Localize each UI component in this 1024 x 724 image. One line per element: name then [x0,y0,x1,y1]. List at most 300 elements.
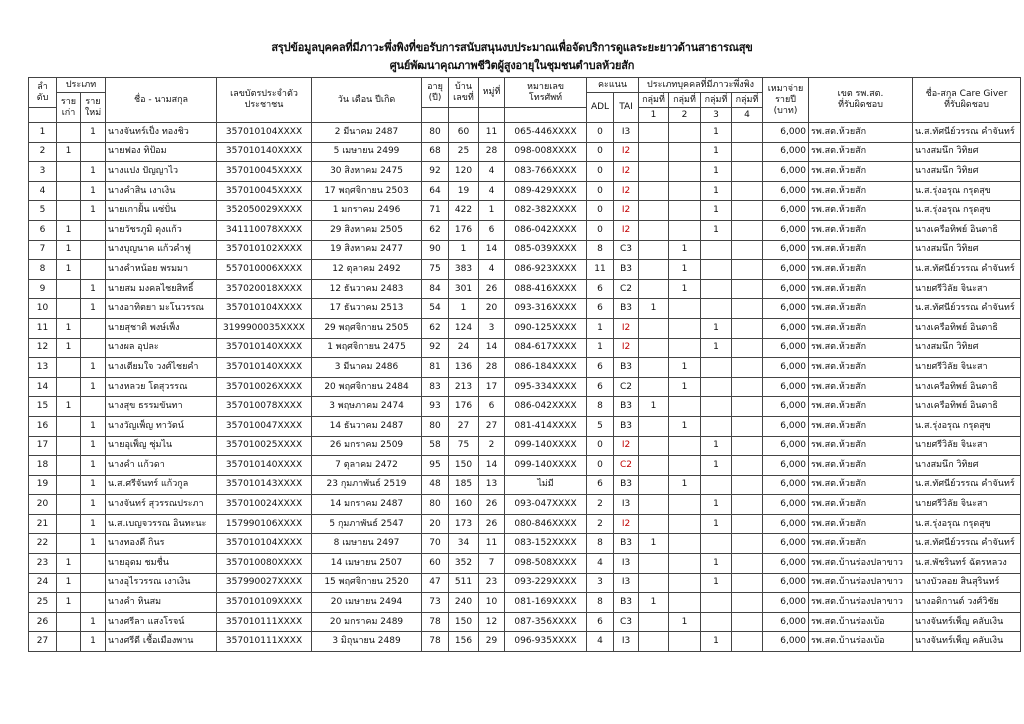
cell-tai: I2 [614,181,639,201]
cell-phone: 093-229XXXX [505,573,587,593]
table-row [29,142,1021,162]
cell-group-1 [639,632,669,652]
cell-group-1 [639,377,669,397]
cell-phone: 099-140XXXX [505,436,587,456]
cell-tai: B3 [614,260,639,280]
cell-age: 48 [422,475,449,495]
cell-tai: I2 [614,201,639,221]
cell-moo: 12 [479,612,505,632]
table-row [29,220,1021,240]
cell-idcard: 357010047XXXX [217,416,312,436]
cell-group-1 [639,260,669,280]
cell-no: 26 [29,612,57,632]
cell-tai: B3 [614,299,639,319]
cell-group-4 [732,299,763,319]
cell-moo: 28 [479,142,505,162]
cell-type-old [57,377,81,397]
cell-caregiver: นางเครือทิพย์ อินตาธิ [913,397,1021,417]
cell-type-old [57,279,81,299]
header-zone [809,78,913,123]
header-caregiver-line1: ชื่อ-สกุล Care Giver [925,89,1008,99]
cell-age: 62 [422,318,449,338]
cell-age: 75 [422,260,449,280]
cell-type-new [81,318,106,338]
cell-group-4 [732,318,763,338]
cell-caregiver: นางสมนึก วิทิยศ [913,240,1021,260]
cell-zone: รพ.สต.ห้วยสัก [809,318,913,338]
cell-house: 60 [449,123,479,143]
header-house-spacer [449,108,479,123]
cell-phone: 093-047XXXX [505,495,587,515]
cell-type-new: 1 [81,181,106,201]
cell-group-2 [669,573,701,593]
cell-phone: 086-184XXXX [505,358,587,378]
cell-age: 60 [422,554,449,574]
cell-group-2: 1 [669,416,701,436]
cell-tai: I2 [614,436,639,456]
cell-idcard: 357010111XXXX [217,632,312,652]
cell-tai: I3 [614,573,639,593]
cell-dob: 15 พฤศจิกายน 2520 [312,573,422,593]
cell-type-old [57,436,81,456]
table-row [29,181,1021,201]
cell-phone: 098-008XXXX [505,142,587,162]
cell-idcard: 357010109XXXX [217,593,312,613]
cell-tai: B3 [614,593,639,613]
cell-type-old: 1 [57,397,81,417]
cell-moo: 14 [479,338,505,358]
cell-group-4 [732,377,763,397]
cell-house: 213 [449,377,479,397]
cell-rate: 6,000 [763,573,809,593]
header-idcard-line2: ประชาชน [244,100,284,110]
cell-adl: 6 [587,377,614,397]
cell-moo: 10 [479,593,505,613]
cell-no: 9 [29,279,57,299]
cell-name: นายสุชาติ พงษ์เพ็ง [106,318,217,338]
cell-adl: 8 [587,534,614,554]
cell-no: 27 [29,632,57,652]
cell-moo: 4 [479,181,505,201]
cell-caregiver: นางสมนึก วิทิยศ [913,142,1021,162]
header-phone-line2: โทรศัพท์ [528,92,563,103]
cell-house: 422 [449,201,479,221]
cell-type-new [81,573,106,593]
header-phone-spacer [505,108,587,123]
cell-type-old: 1 [57,142,81,162]
header-dob: วัน เดือน ปีเกิด [312,78,422,123]
cell-group-2 [669,554,701,574]
cell-rate: 6,000 [763,220,809,240]
cell-group-1 [639,456,669,476]
cell-adl: 8 [587,240,614,260]
cell-dob: 12 ธันวาคม 2483 [312,279,422,299]
cell-age: 73 [422,593,449,613]
dependents-table [28,77,1021,652]
cell-tai: I2 [614,514,639,534]
cell-adl: 6 [587,279,614,299]
cell-type-new [81,554,106,574]
cell-house: 301 [449,279,479,299]
cell-group-2 [669,495,701,515]
table-row [29,456,1021,476]
cell-rate: 6,000 [763,338,809,358]
cell-house: 136 [449,358,479,378]
cell-age: 62 [422,220,449,240]
cell-house: 1 [449,240,479,260]
cell-house: 185 [449,475,479,495]
cell-dob: 20 มกราคม 2489 [312,612,422,632]
header-rate [763,78,809,123]
cell-group-4 [732,456,763,476]
header-age [422,78,449,108]
cell-idcard: 357010045XXXX [217,162,312,182]
header-group-3: 3 [701,108,732,123]
header-tai: TAI [614,93,639,123]
cell-zone: รพ.สต.ห้วยสัก [809,377,913,397]
cell-phone: 093-316XXXX [505,299,587,319]
table-row [29,201,1021,221]
cell-group-3: 1 [701,142,732,162]
cell-zone: รพ.สต.ห้วยสัก [809,220,913,240]
cell-phone: 087-356XXXX [505,612,587,632]
cell-caregiver: นายศรีวิลัย จินะสา [913,436,1021,456]
cell-group-1 [639,436,669,456]
cell-name: นางจันทร์เป็ง ทองชิว [106,123,217,143]
cell-adl: 1 [587,338,614,358]
cell-group-4 [732,162,763,182]
cell-name: นางคำ หินสม [106,593,217,613]
cell-moo: 28 [479,358,505,378]
cell-group-3: 1 [701,220,732,240]
cell-zone: รพ.สต.ห้วยสัก [809,436,913,456]
cell-phone: 081-169XXXX [505,593,587,613]
cell-zone: รพ.สต.บ้านร่องปลาขาว [809,573,913,593]
cell-zone: รพ.สต.ห้วยสัก [809,201,913,221]
cell-name: น.ส.เบญจวรรณ อินทะนะ [106,514,217,534]
cell-no: 20 [29,495,57,515]
cell-type-new: 1 [81,475,106,495]
table-row [29,377,1021,397]
header-type-new-line2: ใหม่ [84,107,102,118]
cell-tai: I3 [614,632,639,652]
cell-idcard: 357010045XXXX [217,181,312,201]
cell-group-1 [639,338,669,358]
cell-type-old [57,358,81,378]
cell-moo: 11 [479,534,505,554]
cell-adl: 0 [587,456,614,476]
cell-group-3: 1 [701,436,732,456]
cell-type-new: 1 [81,514,106,534]
cell-group-4 [732,554,763,574]
cell-idcard: 357010024XXXX [217,495,312,515]
cell-no: 11 [29,318,57,338]
cell-group-2 [669,220,701,240]
header-group-4-label: กลุ่มที่ [732,93,763,108]
cell-rate: 6,000 [763,377,809,397]
cell-idcard: 357010111XXXX [217,612,312,632]
cell-adl: 0 [587,201,614,221]
cell-rate: 6,000 [763,397,809,417]
cell-caregiver: นายศรีวิลัย จินะสา [913,358,1021,378]
cell-idcard: 557010006XXXX [217,260,312,280]
header-age-spacer [422,108,449,123]
cell-caregiver: นางอดิกานต์ วงศ์วิชัย [913,593,1021,613]
cell-phone: 085-039XXXX [505,240,587,260]
cell-tai: B3 [614,416,639,436]
header-group-1: 1 [639,108,669,123]
cell-group-1 [639,220,669,240]
cell-group-2 [669,201,701,221]
cell-name: นางคำสิน เงาเงิน [106,181,217,201]
cell-phone: 081-414XXXX [505,416,587,436]
cell-name: นางศรีลา แสงโรจน์ [106,612,217,632]
cell-house: 240 [449,593,479,613]
cell-group-4 [732,260,763,280]
cell-age: 70 [422,534,449,554]
cell-rate: 6,000 [763,456,809,476]
cell-no: 25 [29,593,57,613]
cell-no: 8 [29,260,57,280]
cell-group-1 [639,123,669,143]
cell-name: นางแปง ปัญญาไว [106,162,217,182]
cell-caregiver: น.ส.รุ่งอรุณ กรุดสุข [913,514,1021,534]
cell-type-old [57,534,81,554]
cell-no: 5 [29,201,57,221]
cell-group-1 [639,554,669,574]
header-rate-line2: รายปี [775,94,796,105]
cell-name: นางวัญเพ็ญ ทาวัตน์ [106,416,217,436]
cell-age: 90 [422,240,449,260]
cell-caregiver: นางสมนึก วิทิยศ [913,456,1021,476]
header-moo: หมู่ที่ [479,78,505,108]
cell-tai: I3 [614,554,639,574]
cell-zone: รพ.สต.ห้วยสัก [809,142,913,162]
cell-group-2: 1 [669,475,701,495]
cell-moo: 3 [479,318,505,338]
cell-no: 4 [29,181,57,201]
cell-caregiver: น.ส.ทัศนีย์วรรณ คำจันทร์ [913,123,1021,143]
cell-age: 58 [422,436,449,456]
header-house-line1: บ้าน [455,81,472,92]
cell-idcard: 357020018XXXX [217,279,312,299]
cell-tai: B3 [614,358,639,378]
cell-no: 10 [29,299,57,319]
cell-house: 19 [449,181,479,201]
cell-type-old [57,181,81,201]
cell-no: 12 [29,338,57,358]
cell-group-4 [732,279,763,299]
cell-phone: 098-508XXXX [505,554,587,574]
cell-idcard: 157990106XXXX [217,514,312,534]
cell-group-2: 1 [669,279,701,299]
cell-zone: รพ.สต.บ้านร่องเบ้อ [809,632,913,652]
cell-moo: 17 [479,377,505,397]
cell-group-2: 1 [669,260,701,280]
cell-zone: รพ.สต.ห้วยสัก [809,299,913,319]
cell-group-3: 1 [701,514,732,534]
cell-group-4 [732,397,763,417]
document-title: สรุปข้อมูลบุคคลที่มีภาวะพึ่งพิงที่ขอรับการสนับสนุนงบประมาณเพื่อจัดบริการดูแลระยะยาวด้านสาธารณสุข [271,41,753,54]
cell-rate: 6,000 [763,495,809,515]
cell-caregiver: นายศรีวิลัย จินะสา [913,279,1021,299]
cell-tai: C3 [614,612,639,632]
cell-group-3 [701,416,732,436]
cell-phone: 099-140XXXX [505,456,587,476]
cell-rate: 6,000 [763,358,809,378]
cell-group-4 [732,436,763,456]
cell-caregiver: น.ส.ทัศนีย์วรรณ คำจันทร์ [913,299,1021,319]
cell-adl: 0 [587,142,614,162]
cell-idcard: 341110078XXXX [217,220,312,240]
cell-idcard: 357010143XXXX [217,475,312,495]
cell-zone: รพ.สต.ห้วยสัก [809,514,913,534]
cell-adl: 0 [587,181,614,201]
cell-tai: I2 [614,220,639,240]
cell-house: 124 [449,318,479,338]
cell-tai: I2 [614,162,639,182]
cell-age: 78 [422,612,449,632]
table-header [29,78,1021,123]
cell-group-3 [701,358,732,378]
table-row [29,436,1021,456]
cell-no: 23 [29,554,57,574]
cell-group-4 [732,416,763,436]
cell-group-3 [701,240,732,260]
cell-idcard: 357010026XXXX [217,377,312,397]
cell-name: นางคำ แก้วดา [106,456,217,476]
cell-group-1: 1 [639,299,669,319]
cell-phone: 086-042XXXX [505,397,587,417]
cell-house: 120 [449,162,479,182]
cell-phone: 089-429XXXX [505,181,587,201]
cell-group-2 [669,397,701,417]
cell-dob: 26 มกราคม 2509 [312,436,422,456]
cell-name: นางศรีดี เชื้อเมืองพาน [106,632,217,652]
header-house-line2: เลขที่ [453,92,474,103]
table-row [29,534,1021,554]
cell-group-3 [701,612,732,632]
cell-no: 6 [29,220,57,240]
cell-adl: 8 [587,397,614,417]
cell-group-1 [639,475,669,495]
cell-house: 1 [449,299,479,319]
cell-idcard: 357010102XXXX [217,240,312,260]
cell-group-3: 1 [701,162,732,182]
cell-name: นายเกาฝั้น แซ่ปั่น [106,201,217,221]
cell-group-2 [669,632,701,652]
cell-tai: B3 [614,397,639,417]
cell-dob: 23 กุมภาพันธ์ 2519 [312,475,422,495]
cell-zone: รพ.สต.บ้านร่องปลาขาว [809,593,913,613]
cell-tai: I2 [614,142,639,162]
cell-no: 13 [29,358,57,378]
cell-group-2: 1 [669,240,701,260]
cell-group-3 [701,260,732,280]
cell-type-new: 1 [81,123,106,143]
cell-group-2: 1 [669,377,701,397]
cell-zone: รพ.สต.ห้วยสัก [809,279,913,299]
cell-adl: 0 [587,436,614,456]
header-group-4: 4 [732,108,763,123]
header-group-2: 2 [669,108,701,123]
cell-type-old [57,162,81,182]
cell-zone: รพ.สต.บ้านร่องเบ้อ [809,612,913,632]
header-rate-line3: (บาท) [773,105,798,116]
header-type: ประเภท [57,78,106,93]
header-score: คะแนน [587,78,639,93]
cell-dob: 29 สิงหาคม 2505 [312,220,422,240]
cell-caregiver: น.ส.พัชรินทร์ ฉัตรหลวง [913,554,1021,574]
header-type-new [81,93,106,123]
cell-moo: 20 [479,299,505,319]
cell-caregiver: นายศรีวิลัย จินะสา [913,495,1021,515]
cell-no: 19 [29,475,57,495]
cell-phone: 080-846XXXX [505,514,587,534]
cell-caregiver: นางสมนึก วิทิยศ [913,162,1021,182]
cell-tai: I2 [614,318,639,338]
cell-moo: 23 [479,573,505,593]
cell-group-2 [669,299,701,319]
cell-type-new [81,338,106,358]
cell-age: 92 [422,338,449,358]
cell-group-1 [639,240,669,260]
cell-no: 14 [29,377,57,397]
header-no-line1: ลำ [37,81,48,92]
cell-idcard: 357010104XXXX [217,123,312,143]
cell-adl: 2 [587,495,614,515]
cell-group-2 [669,534,701,554]
cell-no: 18 [29,456,57,476]
cell-type-new [81,593,106,613]
cell-type-new [81,397,106,417]
cell-rate: 6,000 [763,162,809,182]
cell-zone: รพ.สต.ห้วยสัก [809,240,913,260]
cell-phone: 065-446XXXX [505,123,587,143]
cell-group-4 [732,142,763,162]
cell-adl: 6 [587,299,614,319]
cell-moo: 4 [479,260,505,280]
cell-group-2 [669,181,701,201]
cell-rate: 6,000 [763,181,809,201]
cell-moo: 13 [479,475,505,495]
cell-type-old [57,456,81,476]
cell-tai: I2 [614,338,639,358]
cell-group-3 [701,299,732,319]
cell-name: นางจันทร์ สุวรรณประภา [106,495,217,515]
cell-group-1 [639,142,669,162]
cell-group-4 [732,220,763,240]
cell-zone: รพ.สต.ห้วยสัก [809,338,913,358]
cell-phone: 086-042XXXX [505,220,587,240]
cell-house: 27 [449,416,479,436]
cell-zone: รพ.สต.ห้วยสัก [809,416,913,436]
cell-adl: 0 [587,220,614,240]
cell-phone: 086-923XXXX [505,260,587,280]
cell-group-4 [732,573,763,593]
cell-house: 511 [449,573,479,593]
cell-group-1 [639,318,669,338]
cell-idcard: 357010080XXXX [217,554,312,574]
cell-group-3 [701,593,732,613]
cell-group-3 [701,534,732,554]
header-type-old-line1: ราย [60,96,77,107]
cell-group-3: 1 [701,181,732,201]
header-idcard [217,78,312,123]
table-row [29,495,1021,515]
cell-moo: 6 [479,220,505,240]
cell-group-4 [732,123,763,143]
